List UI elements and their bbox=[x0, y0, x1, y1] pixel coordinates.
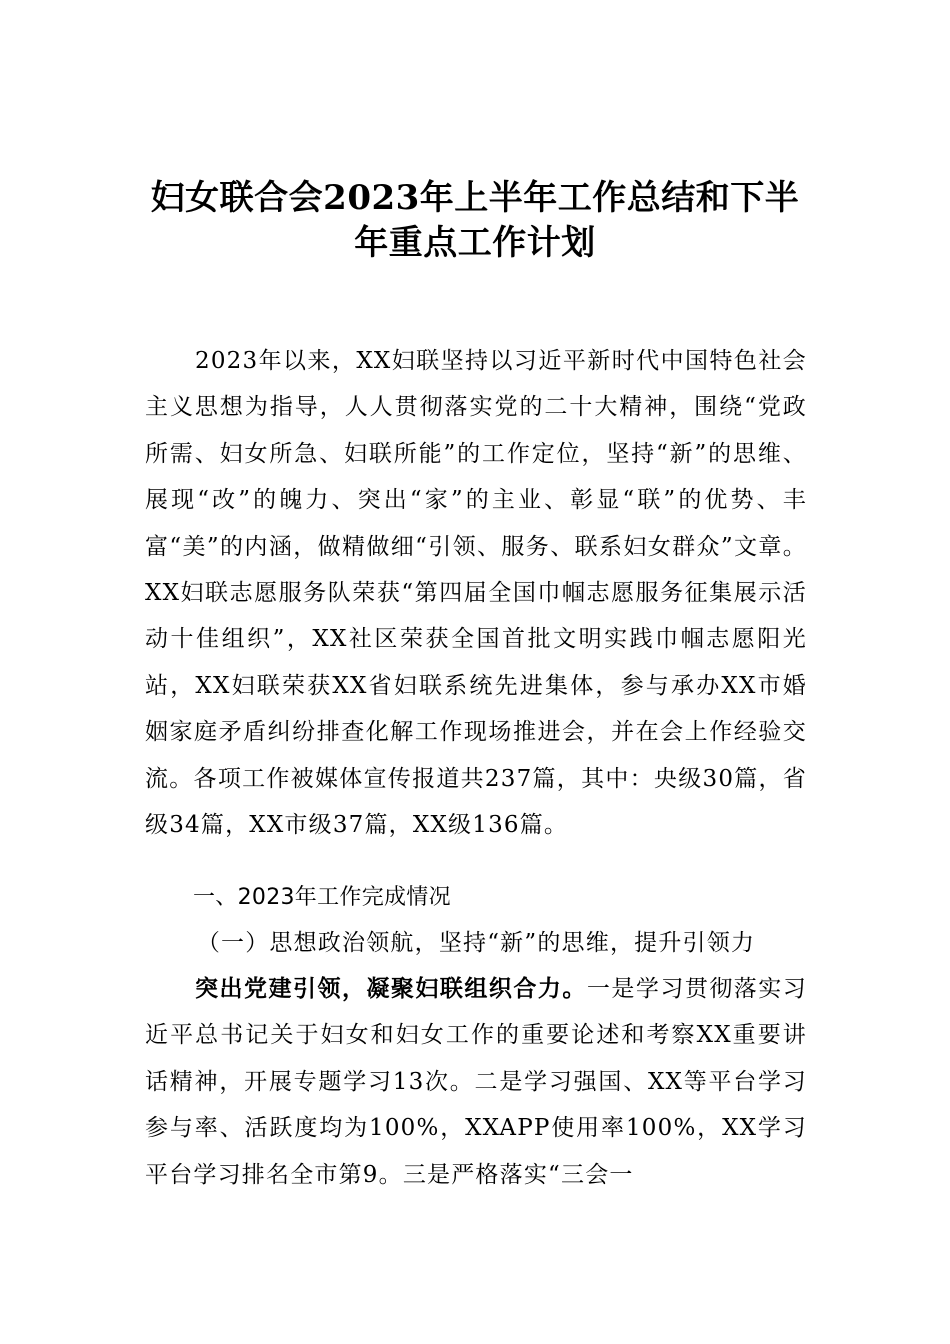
section-1-heading: 一、2023年工作完成情况 bbox=[193, 885, 451, 910]
document-title-line-1: 妇女联合会2023年上半年工作总结和下半 bbox=[150, 178, 800, 218]
paragraph-2-lead: 突出党建引领，凝聚妇联组织合力。 bbox=[195, 975, 587, 1002]
subsection-1-heading: （一）思想政治领航，坚持“新”的思维，提升引领力 bbox=[196, 930, 756, 956]
document-title-line-2: 年重点工作计划 bbox=[354, 223, 596, 263]
intro-paragraph: 2023年以来，XX妇联坚持以习近平新时代中国特色社会主义思想为指导，人人贯彻落实党的二十大精神，围绕“党政所需、妇女所急、妇联所能”的工作定位，坚持“新”的思维、展现“改”的魄力、突出“家”的主业、彰显“联”的优势、丰富“美”的内涵，做精做细“引领、服务、联系妇女群众”文章。XX妇联志愿服务队荣获“第四届全国巾帼志愿服务征集展示活动十佳组织”，XX社区荣获全国首批文明实践巾帼志愿阳光站，XX妇联荣获XX省妇联系统先进集体，参与承办XX市婚姻家庭矛盾纠纷排查化解工作现场推进会，并在会上作经验交流。各项工作被媒体宣传报道共237篇，其中：央级30篇，省级34篇，XX市级37篇，XX级136篇。 bbox=[145, 348, 807, 839]
paragraph-2-body: 一是学习贯彻落实习近平总书记关于妇女和妇女工作的重要论述和考察XX重要讲话精神，开展专题学习13次。二是学习强国、XX等平台学习参与率、活跃度均为100%，XXAPP使用率100%，XX学习平台学习排名全市第9。三是严格落实“三会一 bbox=[145, 976, 807, 1188]
paragraph-2 bbox=[145, 966, 807, 1198]
